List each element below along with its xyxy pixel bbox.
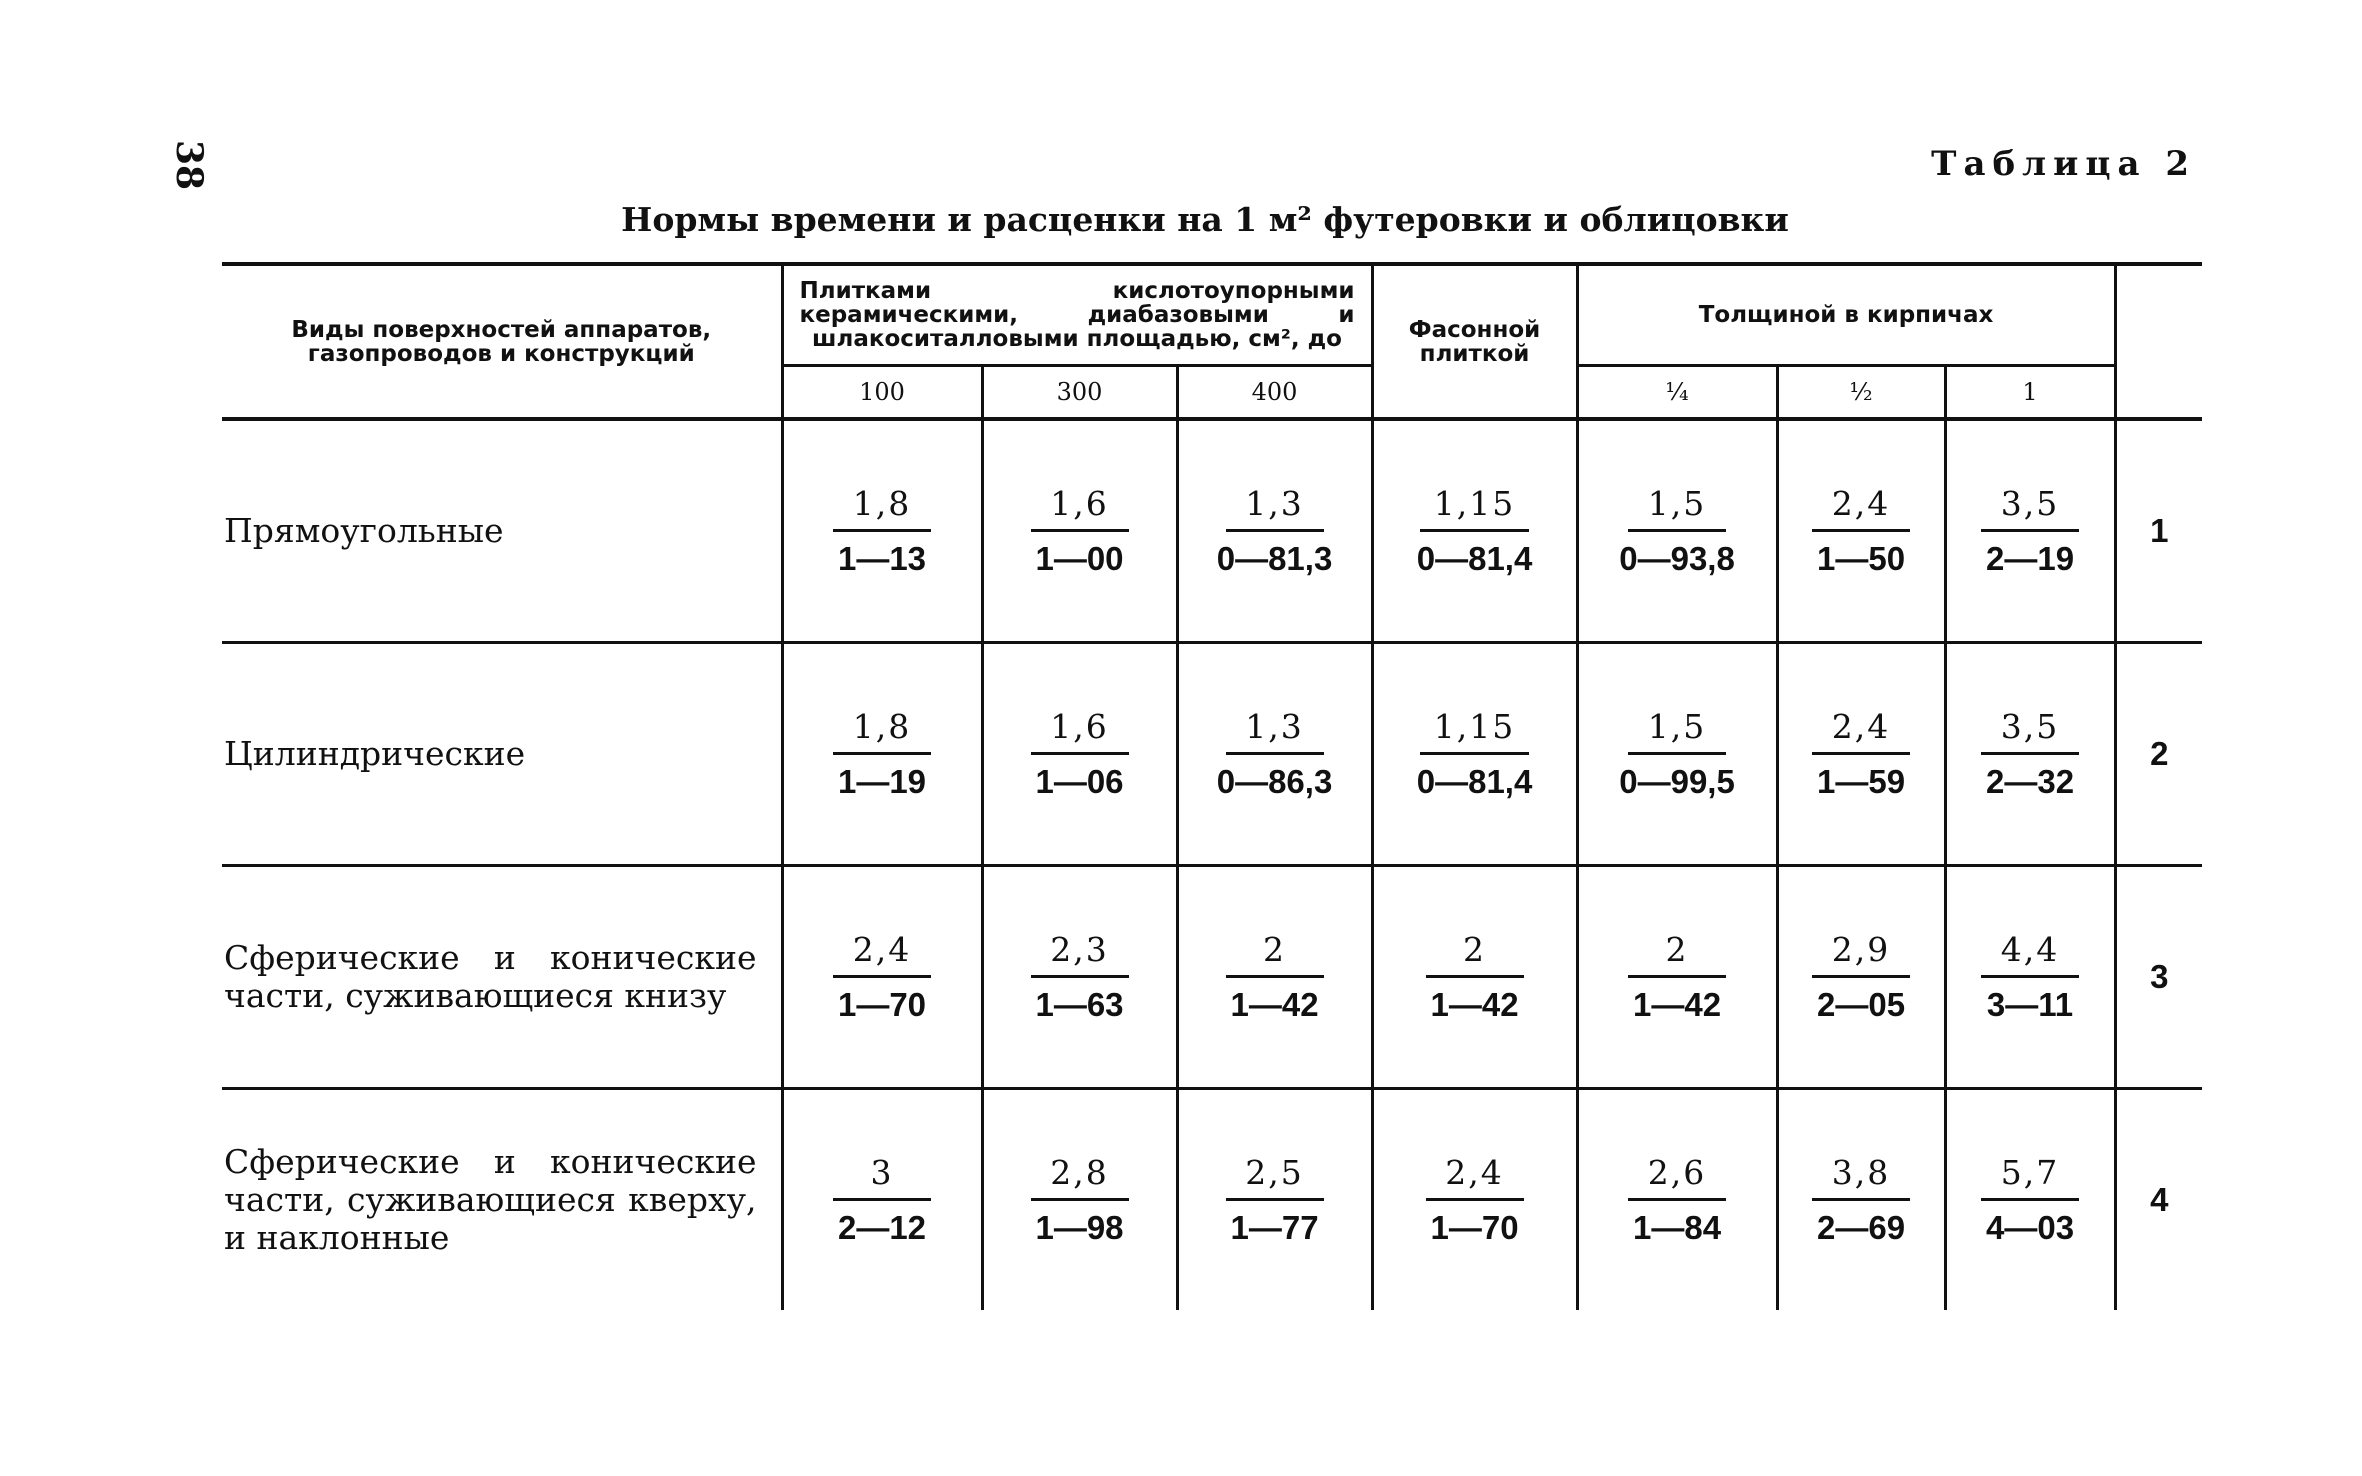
- cell-rate: 0—93,8: [1619, 540, 1735, 577]
- cell-norm: 4,4: [1981, 930, 2079, 978]
- header-index-blank: [2115, 264, 2202, 419]
- table-cell: [982, 643, 1177, 866]
- table-cell: [1177, 419, 1372, 643]
- table-cell: [1372, 419, 1577, 643]
- cell-rate: 1—59: [1817, 763, 1906, 800]
- row-index: 2: [2115, 643, 2202, 866]
- header-brick-group-text: Толщиной в кирпичах: [1698, 302, 1994, 328]
- table-cell: [1945, 1089, 2115, 1311]
- table-row: [222, 1089, 2202, 1311]
- cell-rate: 0—81,4: [1416, 540, 1533, 577]
- header-sub-300: 300: [982, 366, 1177, 420]
- row-index: 3: [2115, 866, 2202, 1089]
- norms-table: [222, 262, 2202, 1310]
- cell-norm: 2: [1426, 930, 1524, 978]
- cell-norm: 2,5: [1226, 1153, 1324, 1201]
- cell-norm: 1,8: [833, 484, 931, 532]
- cell-norm: 2,4: [1812, 484, 1910, 532]
- table-title: Нормы времени и расценки на 1 м² футеровки и облицовки: [621, 200, 1789, 239]
- cell-norm: 2,4: [1426, 1153, 1524, 1201]
- cell-rate: 1—77: [1230, 1209, 1319, 1246]
- cell-rate: 2—69: [1817, 1209, 1906, 1246]
- cell-norm: 1,8: [833, 707, 931, 755]
- table-cell: [982, 866, 1177, 1089]
- row-label: Прямоугольные: [222, 419, 782, 643]
- cell-rate: 1—42: [1430, 986, 1519, 1023]
- cell-rate: 2—05: [1817, 986, 1906, 1023]
- table-cell: [1372, 1089, 1577, 1311]
- cell-rate: 1—13: [837, 540, 927, 577]
- table-cell: [1945, 866, 2115, 1089]
- header-shaped-tile: [1372, 264, 1577, 419]
- table-cell: [1777, 643, 1945, 866]
- cell-norm: 2,4: [1812, 707, 1910, 755]
- header-tiles-group: [782, 264, 1372, 366]
- table-cell: [1577, 419, 1777, 643]
- row-index: 4: [2115, 1089, 2202, 1311]
- table-cell: [1945, 643, 2115, 866]
- cell-norm: 3,5: [1981, 484, 2079, 532]
- cell-rate: 1—70: [1430, 1209, 1519, 1246]
- header-surface-types: [222, 264, 782, 419]
- cell-rate: 1—70: [837, 986, 927, 1023]
- header-sub-half: ½: [1777, 366, 1945, 420]
- cell-rate: 1—63: [1035, 986, 1124, 1023]
- header-sub-quarter: ¼: [1577, 366, 1777, 420]
- cell-norm: 1,3: [1226, 707, 1324, 755]
- cell-rate: 2—19: [1986, 540, 2075, 577]
- cell-norm: 2,8: [1031, 1153, 1129, 1201]
- table-cell: [1577, 866, 1777, 1089]
- row-label: Сферические и конические части, суживающиеся книзу: [222, 866, 782, 1089]
- cell-rate: 0—81,4: [1416, 763, 1533, 800]
- table-cell: [782, 1089, 982, 1311]
- cell-rate: 1—06: [1035, 763, 1124, 800]
- cell-rate: 0—81,3: [1216, 540, 1333, 577]
- table-cell: [782, 643, 982, 866]
- page-number: 38: [168, 140, 210, 191]
- header-sub-one: 1: [1945, 366, 2115, 420]
- table-row: [222, 643, 2202, 866]
- cell-norm: 3,5: [1981, 707, 2079, 755]
- table-label: Таблица 2: [1931, 144, 2196, 184]
- cell-norm: 2: [1628, 930, 1726, 978]
- table-cell: [1577, 1089, 1777, 1311]
- table-row: [222, 419, 2202, 643]
- cell-rate: 2—12: [837, 1209, 927, 1246]
- cell-norm: 1,15: [1420, 707, 1529, 755]
- cell-norm: 2,9: [1812, 930, 1910, 978]
- table-cell: [1777, 866, 1945, 1089]
- table-cell: [1177, 643, 1372, 866]
- table-cell: [982, 419, 1177, 643]
- header-shaped-tile-text: Фасонной плиткой: [1408, 316, 1541, 367]
- header-sub-100: 100: [782, 366, 982, 420]
- cell-norm: 1,6: [1031, 484, 1129, 532]
- header-sub-400: 400: [1177, 366, 1372, 420]
- cell-norm: 2: [1226, 930, 1324, 978]
- table-cell: [1777, 419, 1945, 643]
- cell-norm: 1,5: [1628, 707, 1726, 755]
- cell-rate: 4—03: [1986, 1209, 2075, 1246]
- table-cell: [782, 866, 982, 1089]
- table-cell: [1372, 643, 1577, 866]
- table-cell: [1577, 643, 1777, 866]
- cell-norm: 3,8: [1812, 1153, 1910, 1201]
- cell-norm: 1,6: [1031, 707, 1129, 755]
- norms-table-container: [222, 262, 2202, 1330]
- table-cell: [1177, 1089, 1372, 1311]
- cell-norm: 1,15: [1420, 484, 1529, 532]
- cell-norm: 2,3: [1031, 930, 1129, 978]
- cell-rate: 2—32: [1986, 763, 2075, 800]
- cell-rate: 0—99,5: [1619, 763, 1735, 800]
- cell-rate: 1—19: [837, 763, 927, 800]
- row-label: Цилиндрические: [222, 643, 782, 866]
- table-cell: [982, 1089, 1177, 1311]
- table-row: [222, 866, 2202, 1089]
- cell-norm: 1,3: [1226, 484, 1324, 532]
- cell-norm: 2,4: [833, 930, 931, 978]
- cell-norm: 2,6: [1628, 1153, 1726, 1201]
- cell-rate: 1—42: [1230, 986, 1319, 1023]
- cell-rate: 1—98: [1035, 1209, 1124, 1246]
- cell-rate: 3—11: [1986, 986, 2074, 1023]
- cell-rate: 1—84: [1633, 1209, 1722, 1246]
- header-surface-types-text: Виды поверхностей аппаратов, газопроводов и конструкций: [291, 316, 712, 367]
- row-label: Сферические и конические части, суживающиеся кверху, и наклонные: [224, 1142, 757, 1257]
- row-index: 1: [2115, 419, 2202, 643]
- table-cell: [1945, 419, 2115, 643]
- table-cell: [782, 419, 982, 643]
- cell-rate: 0—86,3: [1216, 763, 1333, 800]
- cell-norm: 5,7: [1981, 1153, 2079, 1201]
- cell-norm: 1,5: [1628, 484, 1726, 532]
- header-tiles-group-text: Плитками кислотоупорными керамическими, диабазовыми и шлакоситалловыми площадью, см², до: [799, 278, 1355, 352]
- table-cell: [1177, 866, 1372, 1089]
- table-cell: [1372, 866, 1577, 1089]
- cell-rate: 1—50: [1817, 540, 1906, 577]
- header-brick-group: [1577, 264, 2115, 366]
- cell-norm: 3: [833, 1153, 931, 1201]
- table-cell: [1777, 1089, 1945, 1311]
- cell-rate: 1—42: [1633, 986, 1722, 1023]
- cell-rate: 1—00: [1035, 540, 1124, 577]
